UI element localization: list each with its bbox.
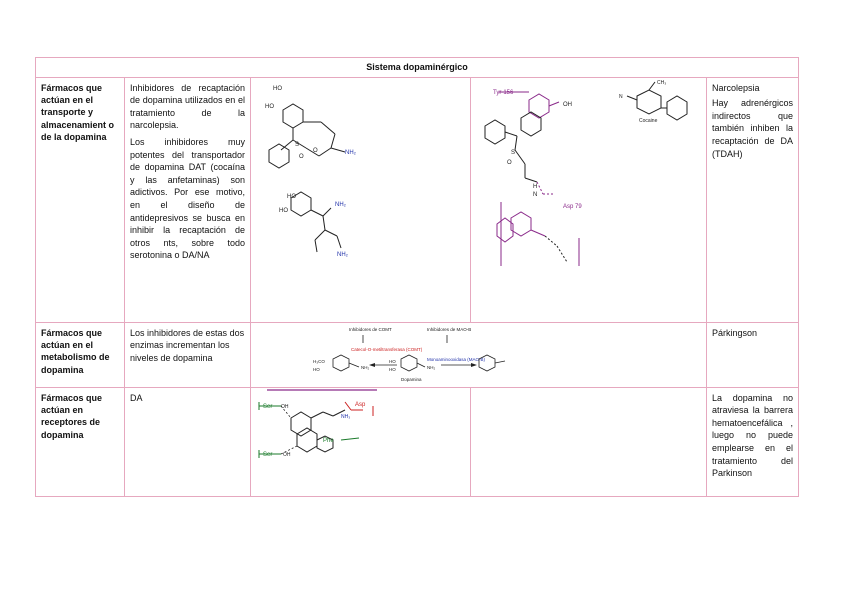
uptake-inhibitor-structures-drawing (251, 78, 471, 322)
mao-enzyme-label: Monoaminooxidasa (MAO-B) (427, 356, 486, 362)
category-transport: Fármacos que actúan en el transporte y almacenamient o de la dopamina (36, 77, 125, 322)
note-metabolism: Párkingson (707, 322, 799, 387)
hydroxy-label: HO (389, 366, 396, 372)
comt-inhibitors-label: Inhibidores de COMT (349, 326, 392, 332)
dopaminergic-system-table (35, 57, 799, 497)
hydroxy-label: HO (389, 358, 396, 364)
oxygen-label: O (313, 147, 318, 154)
amine-label: NH₂ (361, 364, 370, 370)
comt-enzyme-label: Catecol-O-metiltransferasa (COMT) (351, 346, 423, 352)
ho-label: HO (279, 207, 288, 214)
oxygen-label: O (299, 153, 304, 160)
table-row (36, 387, 799, 496)
oxygen-label: O (507, 159, 512, 166)
table-row (36, 322, 799, 387)
sulfur-label: S (511, 149, 516, 156)
phenylalanine-label: Phe (323, 437, 334, 444)
hydroxy-label: HO (313, 366, 320, 372)
note-body: Hay adrenérgicos indirectos que también inhiben la recaptación de DA (TDAH) (712, 98, 794, 159)
amine-label: NH₂ (427, 364, 436, 370)
description-paragraph: Inhibidores de recaptación de dopamina utilizados en el tratamiento de la narcolepsia. (130, 82, 245, 131)
note-transport (707, 77, 799, 322)
receptor-binding-figure (251, 387, 471, 496)
transporter-binding-figures (471, 77, 707, 322)
hydroxyl-label: OH (563, 101, 572, 108)
hydroxyl-label: OH (281, 403, 289, 410)
description-receptors: DA (125, 387, 251, 496)
amine-label: NH₂ (345, 149, 356, 156)
amine-label: NH₂ (335, 201, 346, 208)
aspartate-label: Asp (355, 401, 366, 408)
nitrogen-label: N (619, 93, 623, 100)
table-row (36, 77, 799, 322)
ho-label: HO (273, 85, 282, 92)
nitrogen-label: N (533, 191, 538, 198)
dopamine-label: Dopamina (401, 376, 422, 382)
note-title: Narcolepsia (712, 82, 760, 93)
tyrosine-label: Tyr-156 (493, 89, 514, 96)
metabolism-scheme-drawing (251, 323, 707, 387)
metabolism-scheme (251, 322, 707, 387)
ho-label: HO (287, 193, 296, 200)
description-transport (125, 77, 251, 322)
uptake-inhibitor-structures (251, 77, 471, 322)
hydrogen-label: H (533, 183, 538, 190)
hydroxyl-label: OH (283, 451, 291, 458)
sulfur-label: S (295, 141, 300, 148)
category-metabolism: Fármacos que actúan en el metabolismo de dopamina (36, 322, 125, 387)
table-title: Sistema dopaminérgico (36, 58, 799, 78)
description-metabolism: Los inhibidores de estas dos enzimas incrementan los niveles de dopamina (125, 322, 251, 387)
ammonium-label: NH₃ (341, 413, 351, 420)
amine-label: NH₂ (337, 251, 348, 258)
serine-label: Ser (263, 451, 273, 458)
methyl-label: CH₃ (657, 79, 667, 86)
aspartate-label: Asp 79 (563, 203, 582, 210)
category-receptors: Fármacos que actúan en receptores de dopamina (36, 387, 125, 496)
ho-label: HO (265, 103, 274, 110)
cocaine-label: Cocaine (639, 117, 658, 124)
description-paragraph: Los inhibidores muy potentes del transportador de dopamina DAT (cocaína y las anfetaminas) son adictivos. Por ese motivo, en el diseño de antidepresivos se busca en inhibir la recaptación de otros nts, sobre todo serotonina o DA/NA (130, 136, 245, 261)
note-receptors: La dopamina no atraviesa la barrera hematoencefálica , luego no puede emplearse en el tratamiento del Parkinson (707, 387, 799, 496)
methoxy-label: H₃CO (313, 358, 325, 364)
mao-inhibitors-label: Inhibidores de MAO-B (427, 326, 472, 332)
empty-cell (471, 387, 707, 496)
serine-label: Ser (263, 403, 273, 410)
receptor-binding-drawing (251, 388, 471, 496)
transporter-binding-drawing (471, 78, 707, 322)
